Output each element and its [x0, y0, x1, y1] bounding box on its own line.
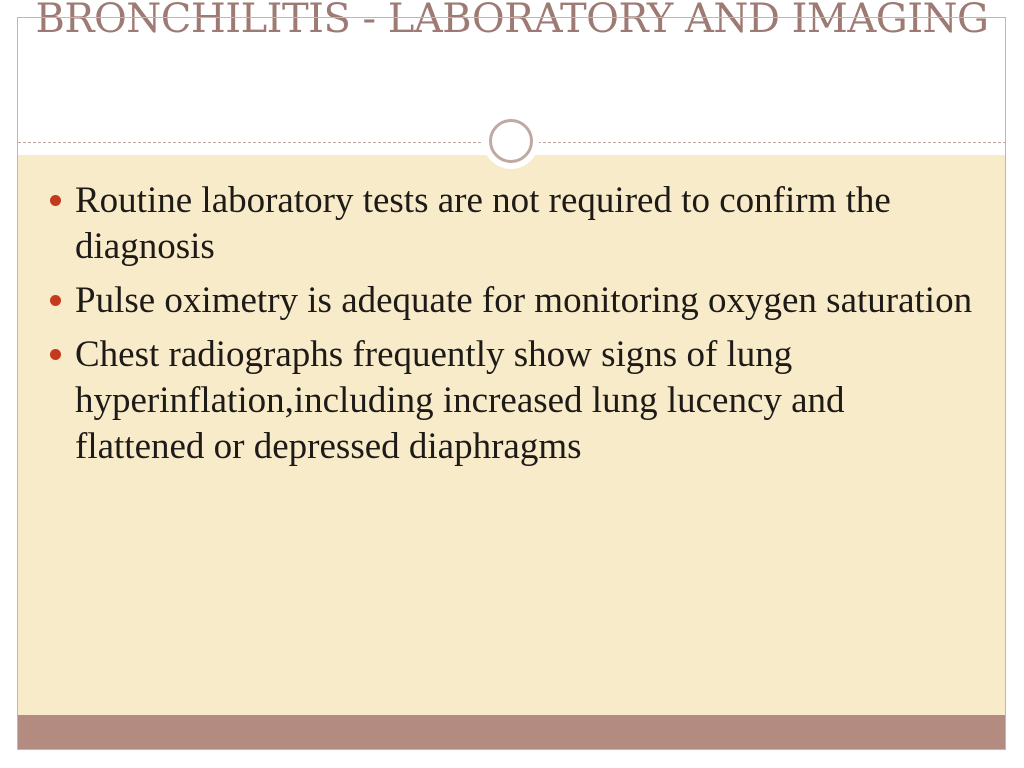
- slide-frame: [17, 17, 1006, 750]
- bullet-text: Chest radiographs frequently show signs of lung hyperinflation,including increased lung lucency and flattened or depressed diaphragms: [75, 334, 845, 467]
- bullet-text: Pulse oximetry is adequate for monitoring oxygen saturation: [75, 280, 973, 321]
- bullet-text: Routine laboratory tests are not required to confirm the diagnosis: [75, 180, 891, 267]
- slide-title: BRONCHILITIS - LABORATORY AND IMAGING: [35, 0, 989, 42]
